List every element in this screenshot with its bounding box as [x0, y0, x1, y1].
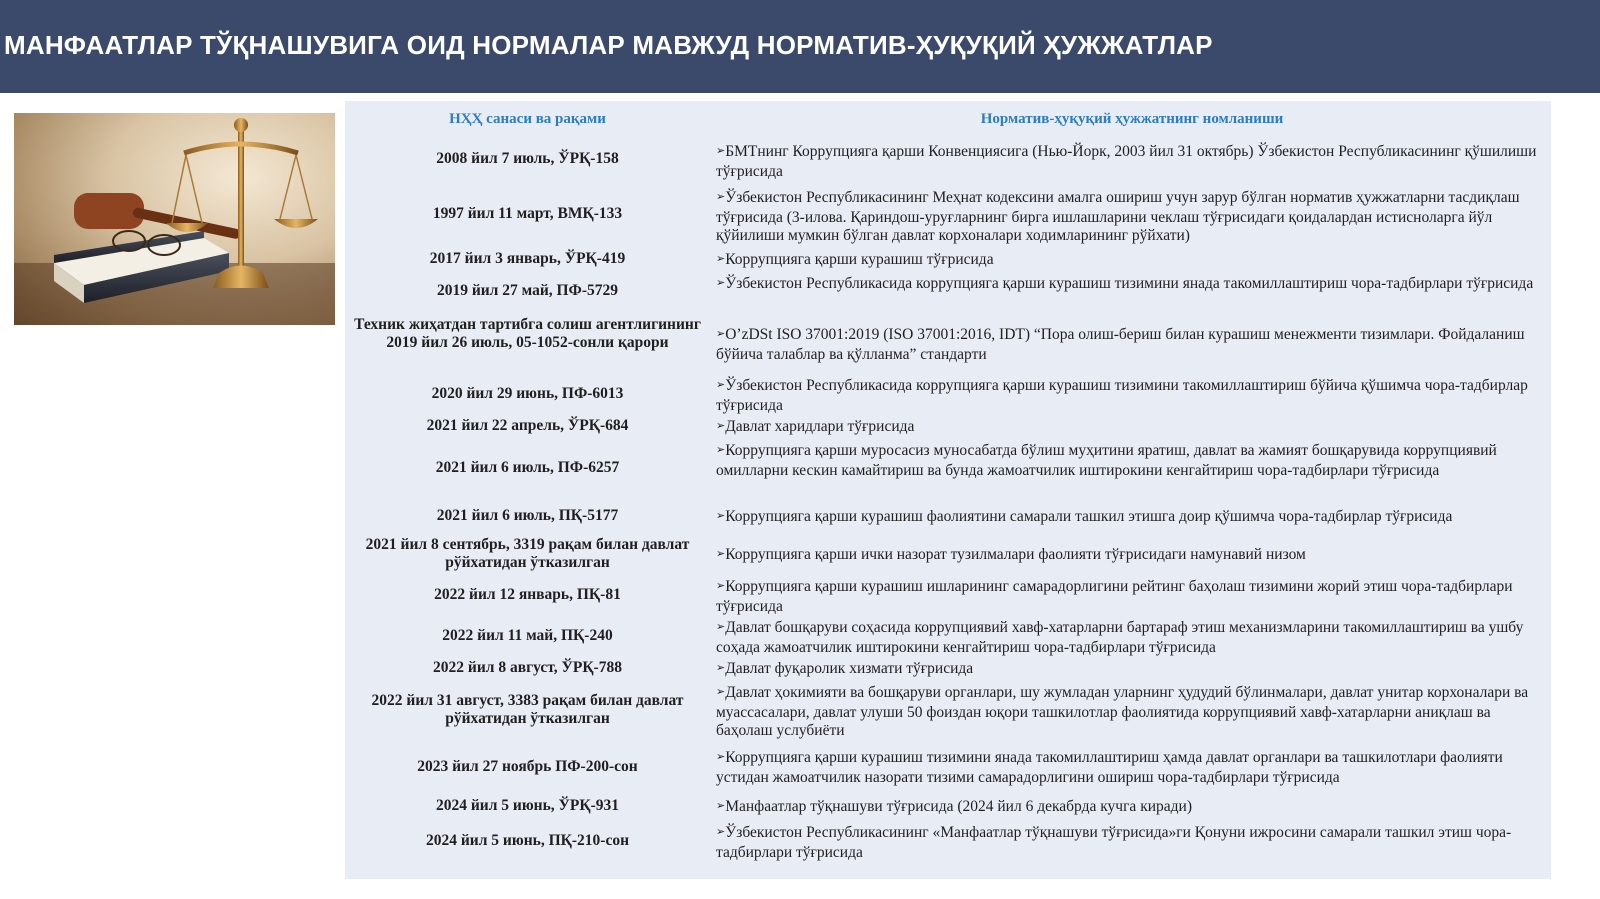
table-cell-document-name — [716, 546, 1548, 566]
document-name-text: Ўзбекистон Республикасида коррупцияга қарши курашиш тизимини такомиллаштириш бўйича қўшимча чора-тадбирлар тўғрисида — [716, 377, 1528, 414]
document-name-text: Давлат фуқаролик хизмати тўғрисида — [725, 660, 974, 677]
bullet-arrow-icon: ➢ — [716, 510, 726, 522]
bullet-arrow-icon: ➢ — [716, 826, 726, 838]
table-cell-document-name — [716, 824, 1548, 862]
document-name-text: БМТнинг Коррупцияга қарши Конвенциясига (Нью-Йорк, 2003 йил 31 октябрь) Ўзбекистон Республикасининг қўшилиши тўғрисида — [716, 143, 1537, 180]
bullet-arrow-icon: ➢ — [716, 621, 726, 633]
bullet-arrow-icon: ➢ — [716, 662, 726, 674]
bullet-arrow-icon: ➢ — [716, 191, 726, 203]
table-cell-date: 2024 йил 5 июнь, ПҚ-210-сон — [425, 832, 629, 849]
table-cell-document-name — [716, 377, 1548, 415]
document-name-text: Коррупцияга қарши курашиш фаолиятини самарали ташкил этишга доир қўшимча чора-тадбирлар тўғрисида — [725, 508, 1453, 525]
table-cell-document-name — [716, 684, 1548, 741]
document-name-text: Давлат харидлари тўғрисида — [725, 418, 915, 435]
document-name-text: Давлат бошқаруви соҳасида коррупциявий хавф-хатарларни бартараф этиш механизмларини такомиллаштириш ва ушбу соҳада жамоатчилик иштирокини кенгайтириш чора-тадбирлари тўғрисида — [716, 619, 1524, 656]
table-cell-date: 2017 йил 3 январь, ЎРҚ-419 — [429, 250, 626, 267]
document-name-text: O’zDSt ISO 37001:2019 (ISO 37001:2016, IDT) “Пора олиш-бериш билан курашиш менежменти тизимлари. Фойдаланиш бўйича талаблар ва қўлланма” стандарти — [716, 326, 1525, 363]
table-cell-document-name — [716, 619, 1548, 657]
bullet-arrow-icon: ➢ — [716, 800, 726, 812]
document-name-text: Манфаатлар тўқнашуви тўғрисида (2024 йил 6 декабрда кучга киради) — [725, 798, 1192, 815]
table-cell-date: 2021 йил 8 сентябрь, 3319 рақам билан давлат рўйхатидан ўтказилган — [365, 536, 690, 571]
table-cell-date: Техник жиҳатдан тартибга солиш агентлигининг 2019 йил 26 июль, 05-1052-сонли қарори — [354, 316, 701, 351]
table-cell-document-name — [716, 508, 1548, 528]
bullet-arrow-icon: ➢ — [716, 686, 726, 698]
table-cell-date: 2022 йил 12 январь, ПҚ-81 — [434, 586, 621, 603]
table-cell-document-name — [716, 418, 1548, 438]
bullet-arrow-icon: ➢ — [716, 253, 726, 265]
table-cell-document-name — [716, 189, 1548, 246]
document-name-text: Ўзбекистон Республикасининг Меҳнат кодексини амалга ошириш учун зарур бўлган норматив ҳужжатларни тасдиқлаш тўғрисида (3-илова. Қариндош-уруғларнинг бирга ишлашларини чеклаш тўғрисидаги қоидалардан истисноларга йўл қўйилиши мумкин бўлган давлат корхоналари ходимларининг рўйхати) — [716, 189, 1520, 244]
document-name-text: Ўзбекистон Республикасида коррупцияга қарши курашиш тизимини янада такомиллаштириш чора-тадбирлари тўғрисида — [725, 275, 1534, 292]
table-cell-date: 1997 йил 11 март, ВМҚ-133 — [432, 205, 623, 222]
bullet-arrow-icon: ➢ — [716, 379, 726, 391]
column-header-name: Норматив-ҳуқуқий ҳужжатнинг номланиши — [980, 111, 1284, 127]
slide-header — [0, 0, 1600, 93]
table-cell-date: 2008 йил 7 июль, ЎРҚ-158 — [436, 150, 619, 167]
table-cell-document-name — [716, 275, 1548, 295]
document-name-text: Коррупцияга қарши курашиш тўғрисида — [725, 251, 994, 268]
bullet-arrow-icon: ➢ — [716, 277, 726, 289]
table-cell-document-name — [716, 251, 1548, 271]
bullet-arrow-icon: ➢ — [716, 145, 726, 157]
table-cell-document-name — [716, 798, 1548, 818]
table-cell-document-name — [716, 660, 1548, 680]
table-cell-date: 2019 йил 27 май, ПФ-5729 — [436, 282, 619, 299]
table-cell-document-name — [716, 143, 1548, 181]
bullet-arrow-icon: ➢ — [716, 444, 726, 456]
bullet-arrow-icon: ➢ — [716, 420, 726, 432]
table-cell-document-name — [716, 749, 1548, 787]
table-cell-document-name — [716, 326, 1548, 364]
justice-scales-image — [14, 113, 335, 325]
document-name-text: Коррупцияга қарши муросасиз муносабатда бўлиш муҳитини яратиш, давлат ва жамият бошқарувида коррупциявий омилларни кескин камайтириш ва бунда жамоатчилик иштирокини кенгайтириш чора-тадбирлари тўғрисида — [716, 442, 1497, 479]
table-cell-date: 2021 йил 22 апрель, ЎРҚ-684 — [426, 417, 629, 434]
document-name-text: Коррупцияга қарши курашиш ишларининг самарадорлигини рейтинг баҳолаш тизимини жорий этиш чора-тадбирлари тўғрисида — [716, 578, 1513, 615]
bullet-arrow-icon: ➢ — [716, 548, 726, 560]
table-cell-date: 2024 йил 5 июнь, ЎРҚ-931 — [435, 797, 620, 814]
document-name-text: Коррупцияга қарши курашиш тизимини янада такомиллаштириш ҳамда давлат органлари ва ташкилотлари фаолияти устидан жамоатчилик назорати тизими самарадорлигини ошириш чора-тадбирлари тўғрисида — [716, 749, 1503, 786]
table-cell-date: 2023 йил 27 ноябрь ПФ-200-сон — [417, 758, 638, 775]
bullet-arrow-icon: ➢ — [716, 751, 726, 763]
slide-title: МАНФААТЛАР ТЎҚНАШУВИГА ОИД НОРМАЛАР МАВЖУД НОРМАТИВ-ҲУҚУҚИЙ ҲУЖЖАТЛАР — [4, 30, 1213, 60]
column-header-date: НҲҲ санаси ва рақами — [449, 111, 606, 127]
bullet-arrow-icon: ➢ — [716, 328, 726, 340]
table-cell-document-name — [716, 578, 1548, 616]
document-name-text: Давлат ҳокимияти ва бошқаруви органлари, шу жумладан уларнинг ҳудудий бўлинмалари, давлат унитар корхоналари ва муассасалари, давлат улуши 50 фоиздан юқори ташкилотлар фаолиятида коррупциявий хавф-хатарларни аниқлаш ва баҳолаш услубиёти — [716, 684, 1529, 739]
table-cell-date: 2021 йил 6 июль, ПФ-6257 — [435, 459, 620, 476]
table-cell-document-name — [716, 442, 1548, 480]
table-cell-date: 2022 йил 31 август, 3383 рақам билан давлат рўйхатидан ўтказилган — [371, 692, 684, 727]
table-cell-date: 2020 йил 29 июнь, ПФ-6013 — [431, 385, 624, 402]
justice-scales-illustration — [14, 113, 335, 325]
table-cell-date: 2022 йил 8 август, ЎРҚ-788 — [433, 659, 622, 676]
table-cell-date: 2022 йил 11 май, ПҚ-240 — [442, 627, 613, 644]
bullet-arrow-icon: ➢ — [716, 580, 726, 592]
document-name-text: Ўзбекистон Республикасининг «Манфаатлар тўқнашуви тўғрисида»ги Қонуни ижросини самарали ташкил этиш чора-тадбирлари тўғрисида — [716, 824, 1512, 861]
table-cell-date: 2021 йил 6 июль, ПҚ-5177 — [436, 507, 619, 524]
document-name-text: Коррупцияга қарши ички назорат тузилмалари фаолияти тўғрисидаги намунавий низом — [725, 546, 1306, 563]
